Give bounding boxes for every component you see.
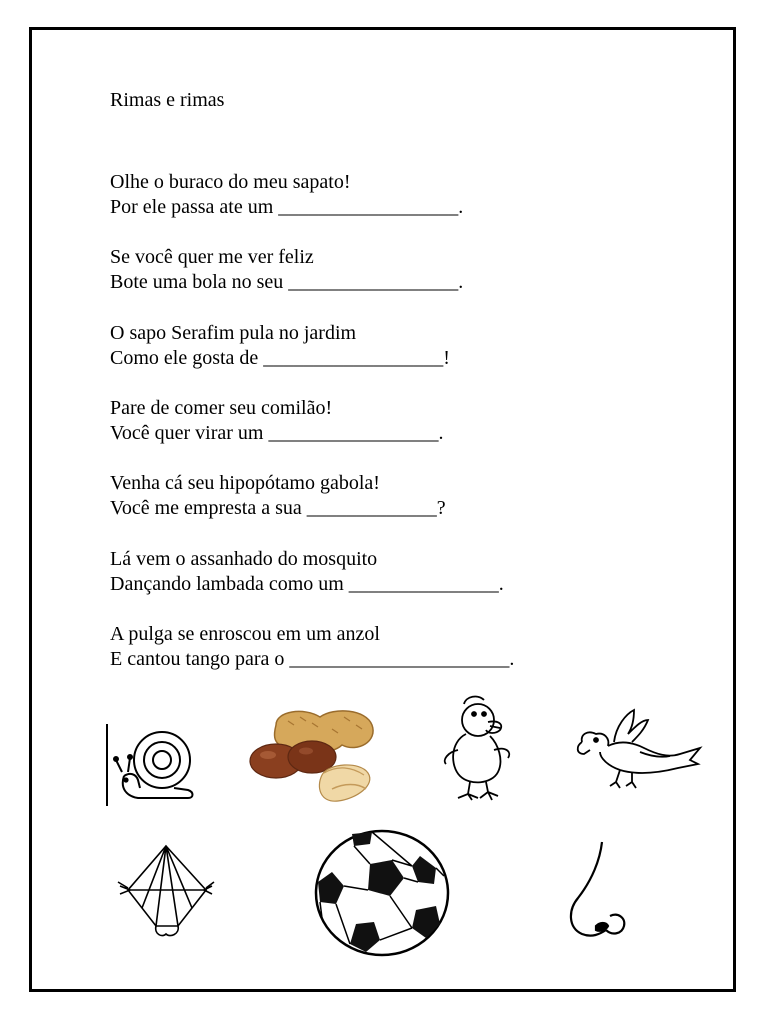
duckling-icon <box>436 694 518 804</box>
stanza-line: A pulga se enroscou em um anzol <box>110 623 380 645</box>
worksheet-title: Rimas e rimas <box>110 89 225 111</box>
nose-icon <box>562 838 632 942</box>
stanza-line-blank: Dançando lambada como um _______________. <box>110 573 504 595</box>
stanza-line: Pare de comer seu comilão! <box>110 397 333 419</box>
stanza-line-blank: Você me empresta a sua _____________? <box>110 497 446 519</box>
stanza-2 <box>110 245 463 295</box>
snail-icon <box>104 722 196 808</box>
stanza-6 <box>110 547 504 597</box>
kite-icon <box>116 842 216 942</box>
stanza-line-blank: Por ele passa ate um __________________. <box>110 196 464 218</box>
soccer-ball-icon <box>312 828 452 958</box>
stanza-5 <box>110 471 446 521</box>
stanza-4 <box>110 396 443 446</box>
stanza-line-blank: Você quer virar um _________________. <box>110 422 444 444</box>
stanza-7 <box>110 622 514 672</box>
stanza-line: Se você quer me ver feliz <box>110 246 314 268</box>
stanza-line: O sapo Serafim pula no jardim <box>110 322 357 344</box>
stanza-line-blank: Bote uma bola no seu _________________. <box>110 271 464 293</box>
stanza-line: Lá vem o assanhado do mosquito <box>110 548 378 570</box>
stanza-line: Olhe o buraco do meu sapato! <box>110 171 351 193</box>
stanza-line-blank: Como ele gosta de __________________! <box>110 347 450 369</box>
peanuts-icon <box>248 703 386 807</box>
stanza-line: Venha cá seu hipopótamo gabola! <box>110 472 380 494</box>
parrot-icon <box>570 706 704 790</box>
stanza-3 <box>110 321 450 371</box>
stanza-1 <box>110 170 463 220</box>
stanza-line-blank: E cantou tango para o ______________________. <box>110 648 515 670</box>
